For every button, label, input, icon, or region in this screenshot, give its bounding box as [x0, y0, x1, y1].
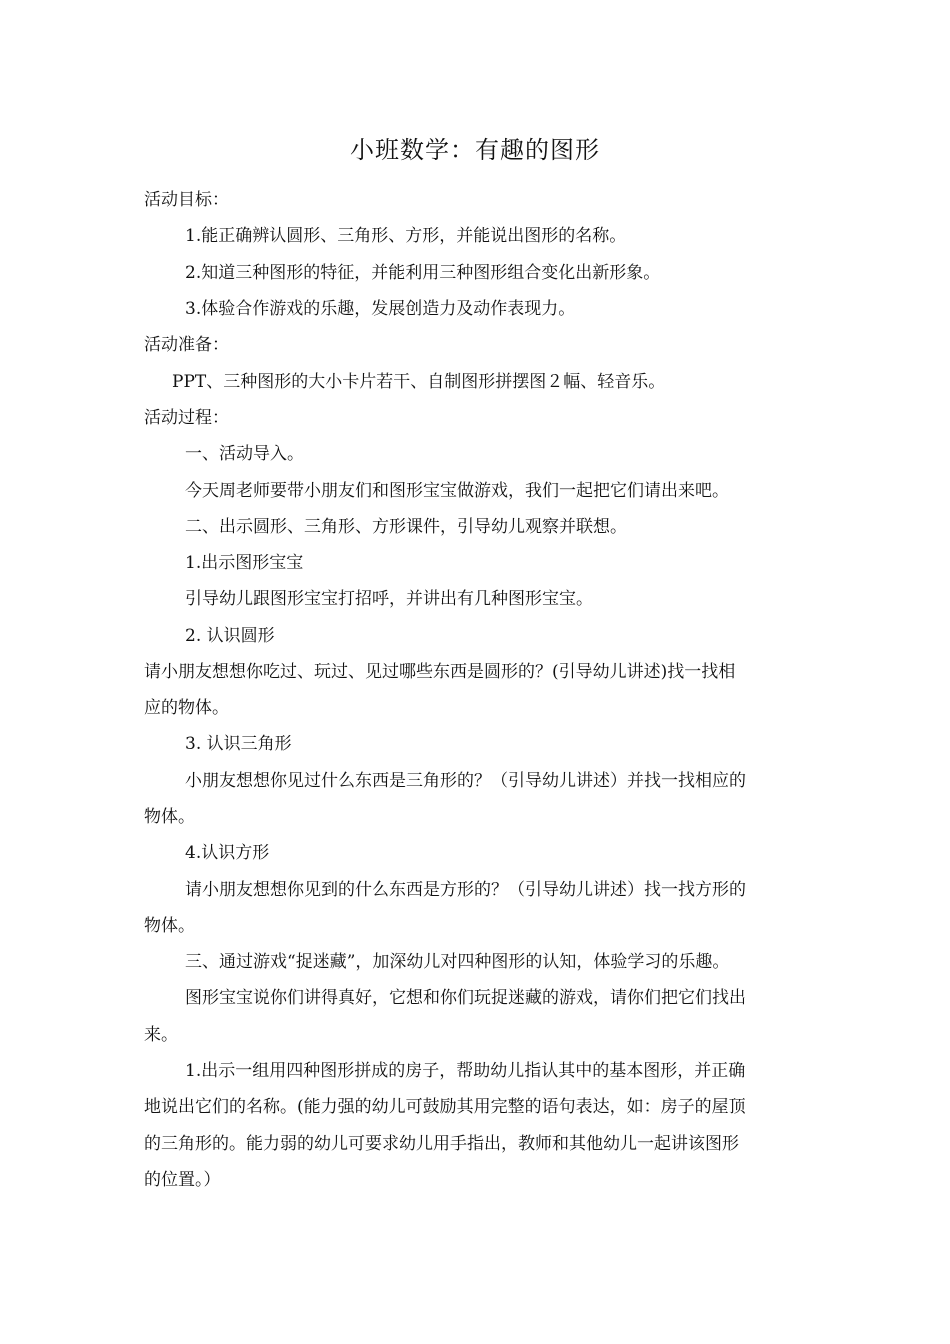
document-title: 小班数学：有趣的图形 [350, 136, 600, 164]
paragraph: 地说出它们的名称。(能力强的幼儿可鼓励其用完整的语句表达，如：房子的屋顶 [144, 1097, 746, 1117]
section-heading-process: 活动过程： [144, 408, 229, 428]
paragraph: 4.认识方形 [185, 843, 270, 863]
paragraph: 物体。 [144, 807, 195, 827]
paragraph: 2.知道三种图形的特征，并能利用三种图形组合变化出新形象。 [185, 263, 661, 283]
paragraph: 3.体验合作游戏的乐趣，发展创造力及动作表现力。 [185, 299, 576, 319]
paragraph: 请小朋友想想你吃过、玩过、见过哪些东西是圆形的？(引导幼儿讲述)找一找相 [144, 662, 736, 682]
paragraph: 1.能正确辨认圆形、三角形、方形，并能说出图形的名称。 [185, 226, 627, 246]
paragraph: 1.出示图形宝宝 [185, 553, 304, 573]
section-heading-goals: 活动目标： [144, 190, 229, 210]
paragraph: 三、通过游戏“捉迷藏”，加深幼儿对四种图形的认知，体验学习的乐趣。 [185, 952, 730, 972]
paragraph: 的三角形的。能力弱的幼儿可要求幼儿用手指出，教师和其他幼儿一起讲该图形 [144, 1134, 739, 1154]
paragraph: 一、活动导入。 [185, 444, 304, 464]
paragraph: 图形宝宝说你们讲得真好，它想和你们玩捉迷藏的游戏，请你们把它们找出 [185, 988, 746, 1008]
paragraph: 1.出示一组用四种图形拼成的房子，帮助幼儿指认其中的基本图形，并正确 [185, 1061, 746, 1081]
paragraph: PPT、三种图形的大小卡片若干、自制图形拼摆图２幅、轻音乐。 [172, 372, 666, 392]
paragraph: 应的物体。 [144, 698, 229, 718]
paragraph: 2. 认识圆形 [185, 626, 275, 646]
paragraph: 引导幼儿跟图形宝宝打招呼，并讲出有几种图形宝宝。 [185, 589, 593, 609]
paragraph: 的位置。） [144, 1170, 221, 1190]
paragraph: 请小朋友想想你见到的什么东西是方形的？（引导幼儿讲述）找一找方形的 [185, 880, 746, 900]
section-heading-preparation: 活动准备： [144, 335, 229, 355]
paragraph: 小朋友想想你见过什么东西是三角形的？（引导幼儿讲述）并找一找相应的 [185, 771, 746, 791]
paragraph: 物体。 [144, 916, 195, 936]
paragraph: 来。 [144, 1025, 178, 1045]
paragraph: 二、出示圆形、三角形、方形课件，引导幼儿观察并联想。 [185, 517, 627, 537]
paragraph: 今天周老师要带小朋友们和图形宝宝做游戏，我们一起把它们请出来吧。 [185, 481, 729, 501]
paragraph: 3. 认识三角形 [185, 734, 292, 754]
